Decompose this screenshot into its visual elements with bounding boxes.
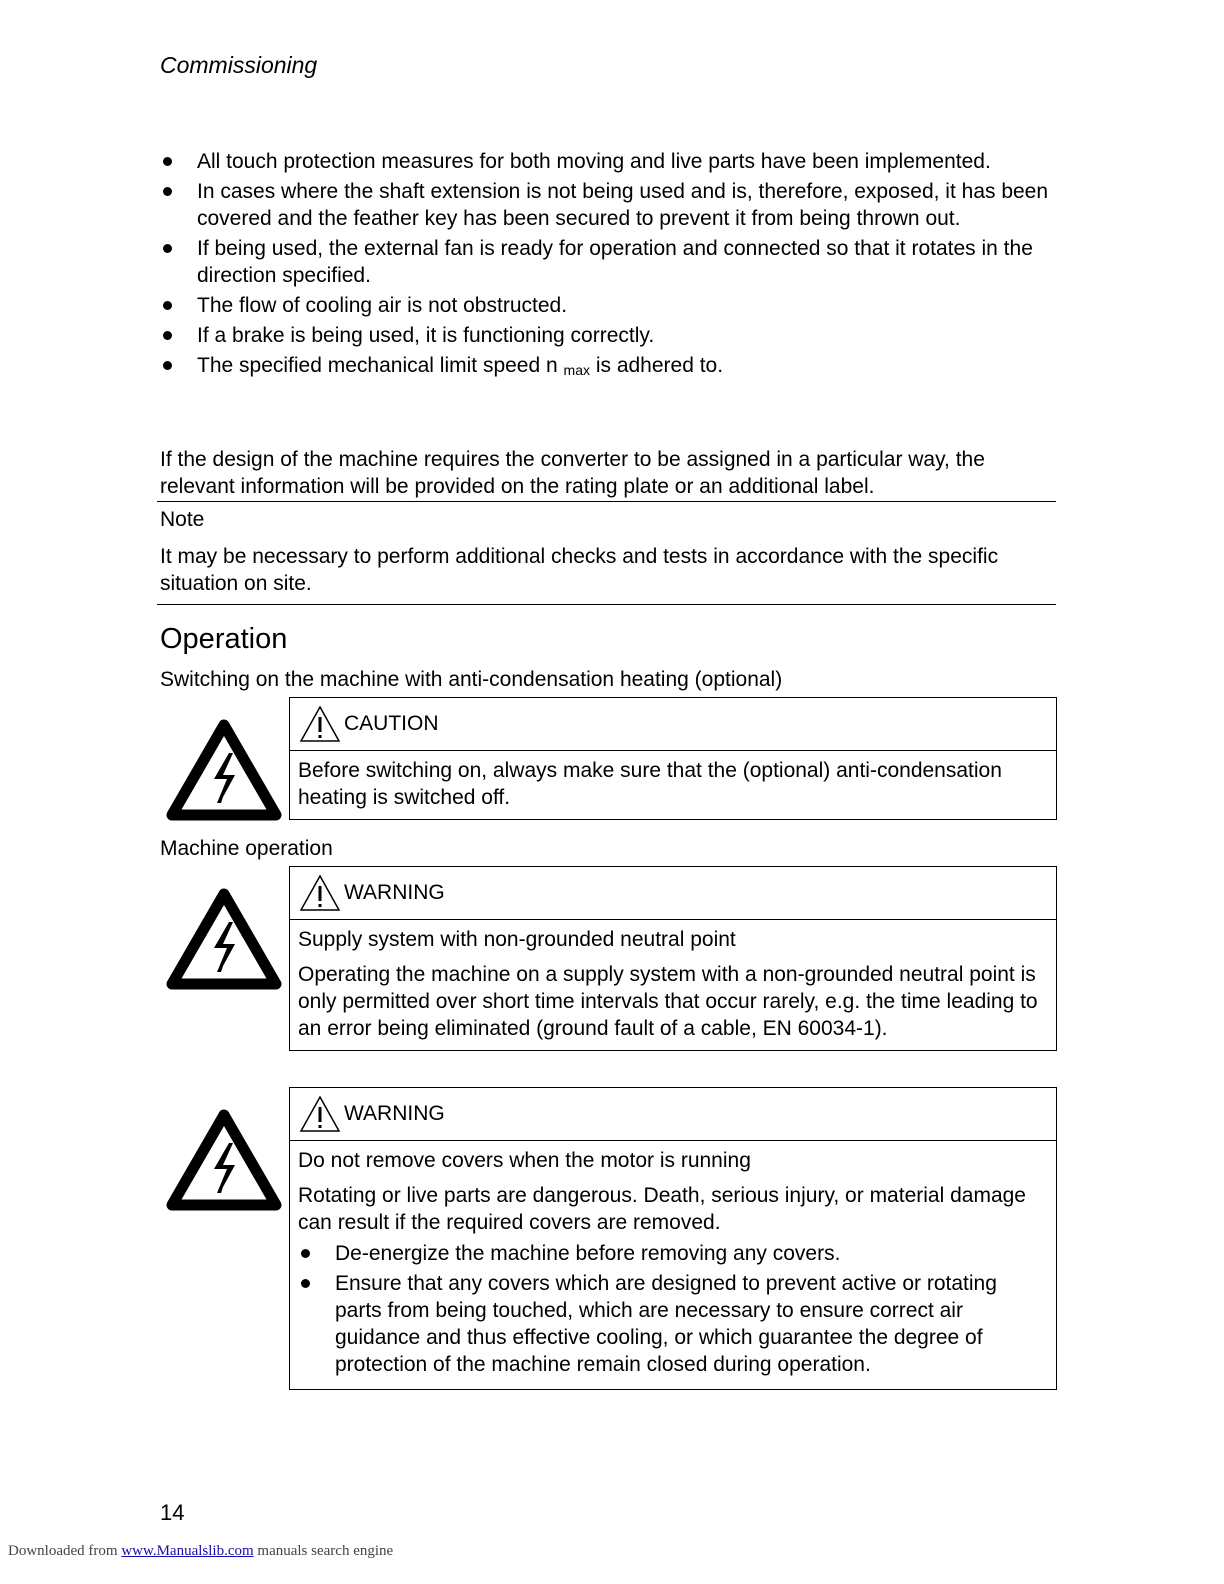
- list-item: Ensure that any covers which are designed to prevent active or rotating parts from being touched, which are necessary to ensure correct air guidance and thus effective cooling, or which guarantee the degree of protection of the machine remain closed during operation.: [298, 1270, 1048, 1378]
- section-title: Operation: [160, 623, 288, 655]
- warning-text: Rotating or live parts are dangerous. Death, serious injury, or material damage can result if the required covers are removed.: [298, 1184, 1026, 1234]
- warning-text: Operating the machine on a supply system with a non-grounded neutral point is only permitted over short time intervals that occur rarely, e.g. the time leading to an error being eliminated (ground fault of a cable, EN 60034-1).: [298, 963, 1038, 1040]
- list-item: If a brake is being used, it is functioning correctly.: [160, 322, 1060, 349]
- note-text: It may be necessary to perform additional checks and tests in accordance with the specific situation on site.: [160, 545, 999, 595]
- download-footer: [8, 1543, 393, 1560]
- electrical-hazard-icon: [165, 1107, 283, 1213]
- caution-box: [289, 697, 1057, 820]
- electrical-hazard-icon: [165, 717, 283, 823]
- speed-text-end: is adhered to.: [589, 354, 724, 377]
- commissioning-checklist: [160, 148, 1060, 387]
- speed-subscript: max: [563, 362, 590, 378]
- note-bottom-rule: [157, 604, 1056, 605]
- warning-box-neutral-point: [289, 866, 1057, 1051]
- caution-body: [290, 751, 1056, 819]
- caution-heading: CAUTION: [344, 712, 439, 735]
- warning-body: [290, 920, 1056, 1050]
- caution-text: Before switching on, always make sure that the (optional) anti-condensation heating is switched off.: [298, 759, 1002, 809]
- note-top-rule: [157, 501, 1056, 502]
- warning-triangle-icon: [298, 704, 342, 744]
- footer-suffix: manuals search engine: [253, 1543, 394, 1559]
- warning-header: [290, 867, 1056, 920]
- footer-prefix: Downloaded from: [8, 1543, 122, 1559]
- warning-body: [290, 1141, 1056, 1389]
- subheading-heating: Switching on the machine with anti-condensation heating (optional): [160, 668, 783, 691]
- note-label: Note: [160, 508, 205, 531]
- subheading-machine-operation: Machine operation: [160, 837, 333, 860]
- warning-title: Do not remove covers when the motor is running: [298, 1149, 751, 1172]
- warning-title: Supply system with non-grounded neutral point: [298, 928, 736, 951]
- warning-heading: WARNING: [344, 1102, 445, 1125]
- converter-paragraph: If the design of the machine requires the converter to be assigned in a particular way, the relevant information will be provided on the rating plate or an additional label.: [160, 448, 985, 498]
- list-item: All touch protection measures for both moving and live parts have been implemented.: [160, 148, 1060, 175]
- warning-box-covers: [289, 1087, 1057, 1390]
- page-number: 14: [160, 1500, 185, 1525]
- list-item: In cases where the shaft extension is not being used and is, therefore, exposed, it has been covered and the feather key has been secured to prevent it from being thrown out.: [160, 178, 1060, 232]
- manualslib-link[interactable]: www.Manualslib.com: [121, 1543, 254, 1559]
- speed-text: The specified mechanical limit speed n: [197, 354, 558, 377]
- list-item: The flow of cooling air is not obstructed.: [160, 292, 1060, 319]
- warning-triangle-icon: [298, 873, 342, 913]
- warning-header: [290, 1088, 1056, 1141]
- warning-triangle-icon: [298, 1094, 342, 1134]
- list-item-speed: [160, 352, 1060, 384]
- caution-header: [290, 698, 1056, 751]
- list-item: De-energize the machine before removing any covers.: [298, 1240, 1048, 1267]
- list-item: If being used, the external fan is ready for operation and connected so that it rotates in the direction specified.: [160, 235, 1060, 289]
- electrical-hazard-icon: [165, 886, 283, 992]
- warning-bullets: [298, 1240, 1048, 1378]
- warning-heading: WARNING: [344, 881, 445, 904]
- running-head: Commissioning: [160, 52, 318, 78]
